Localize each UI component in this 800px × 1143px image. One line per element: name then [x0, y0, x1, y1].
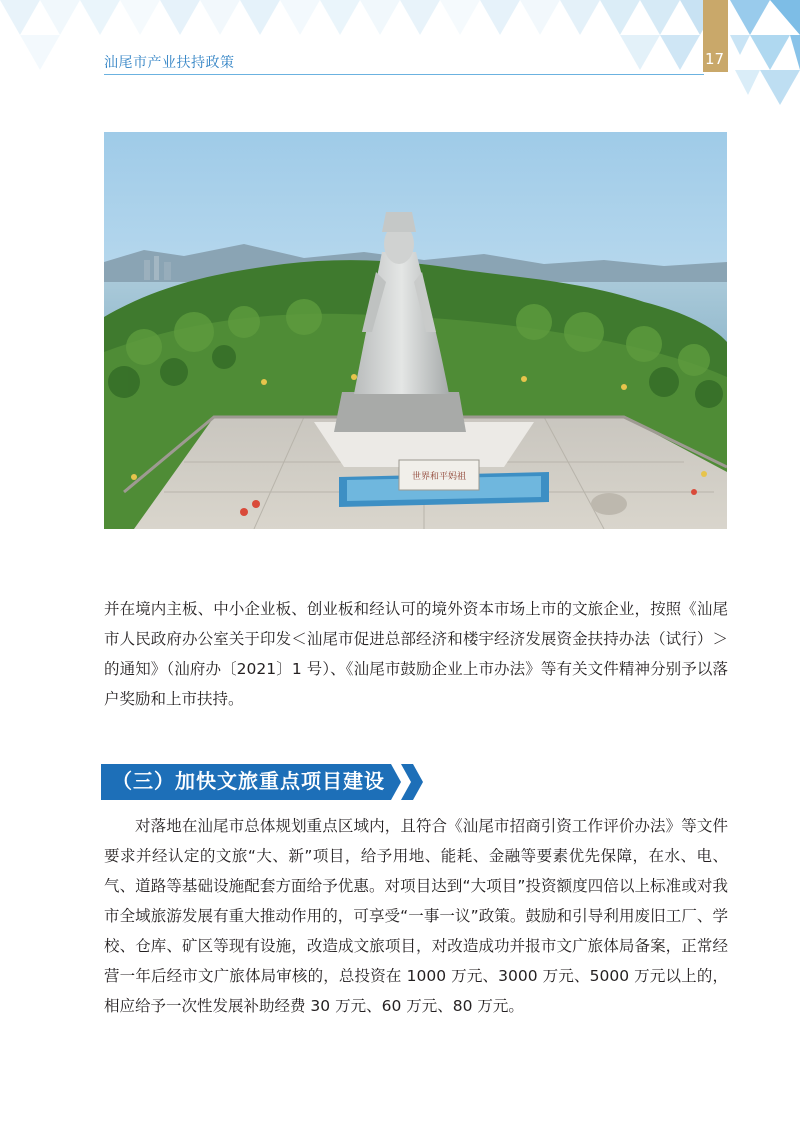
body-paragraph-1: 并在境内主板、中小企业板、创业板和经认可的境外资本市场上市的文旅企业，按照《汕尾市人民政府办公室关于印发＜汕尾市促进总部经济和楼宇经济发展资金扶持办法（试行）＞的通知》（汕府办〔2021〕1 号）、《汕尾市鼓励企业上市办法》等有关文件精神分别予以落户奖励和上市扶持。 — [104, 600, 728, 708]
mazu-statue-photo — [104, 132, 727, 529]
statue-plaque-text: 世界和平妈祖 — [411, 472, 467, 482]
body-paragraph-2: 对落地在汕尾市总体规划重点区域内，且符合《汕尾市招商引资工作评价办法》等文件要求并经认定的文旅“大、新”项目，给予用地、能耗、金融等要素优先保障，在水、电、气、道路等基础设施配套方面给予优惠。对项目达到“大项目”投资额度四倍以上标准或对我市全域旅游发展有重大推动作用的，可享受“一事一议”政策。鼓励和引导利用废旧工厂、学校、仓库、矿区等现有设施，改造成文旅项目，对改造成功并报市文广旅体局备案，正常经营一年后经市文广旅体局审核的，总投资在 1000 万元、3000 万元、5000 万元以上的，相应给予一次性发展补助经费 30 万元、60 万元、80 万元。 — [104, 817, 728, 1015]
running-header-title: 汕尾市产业扶持政策 — [104, 55, 235, 71]
header-divider — [104, 74, 704, 75]
page-number: 17 — [705, 50, 725, 68]
section-heading-text: （三）加快文旅重点项目建设 — [112, 769, 385, 793]
